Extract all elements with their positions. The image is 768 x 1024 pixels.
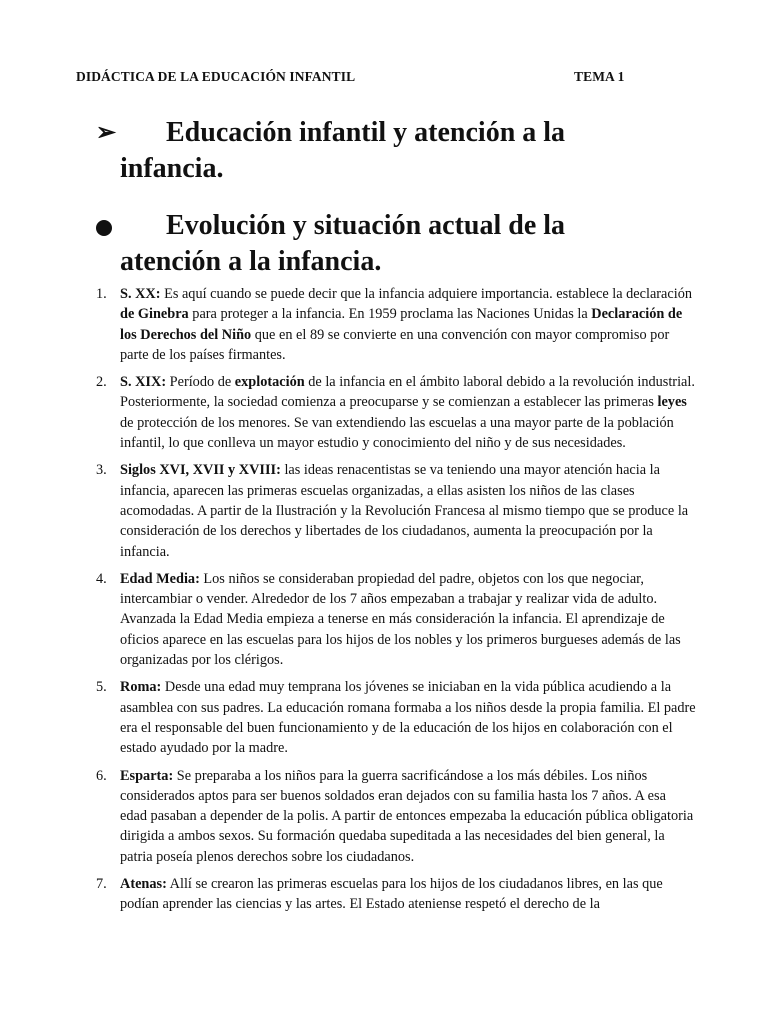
list-item-text: de la infancia en el ámbito laboral debido a la revolución industrial. Posteriormente, la sociedad comienza a preocuparse y se comienzan a establecer las primeras (120, 374, 695, 411)
list-item-text: Es aquí cuando se puede decir que la infancia adquiere importancia. establece la declaración (160, 286, 693, 302)
list-item-text: que en el 89 se convierte en una convención con mayor compromiso por parte de los países firmantes. (120, 326, 670, 363)
list-item (96, 766, 696, 867)
list-item-number: 3. (96, 462, 107, 479)
history-list (96, 284, 696, 922)
list-item-bold-text: Esparta: (120, 767, 174, 784)
list-item-number: 6. (96, 767, 107, 784)
list-item-number: 2. (96, 374, 107, 391)
header-topic-number: TEMA 1 (574, 69, 625, 84)
list-item-bold-text: Roma: (120, 679, 162, 696)
list-item-text: las ideas renacentistas se va teniendo una mayor atención hacia la infancia, aparecen las primeras escuelas organizadas, a ellas asisten los niños de las clases acomodadas. A partir de la Ilustración y la Revolución Francesa al mismo tiempo que se produce la consideración de los derechos y libertades de los ciudadanos, aumenta la preocupación por la infancia. (120, 462, 689, 560)
list-item-text: Se preparaba a los niños para la guerra sacrificándose a los más débiles. Los niños considerados aptos para ser buenos soldados eran dejados con su familia hasta los 7 años. A esa edad pasaban a depender de la polis. A partir de entonces empezaba la educación pública obligatoria dirigida a ambos sexos. Su formación quedaba supeditada a las necesidades del bien general, la patria poseía plenos derechos sobre los ciudadanos. (120, 767, 694, 865)
list-item-bold-text: de Ginebra (120, 306, 189, 323)
list-item-bold-text: Siglos XVI, XVII y XVIII: (120, 462, 281, 479)
list-item-bold-text: leyes (657, 394, 687, 411)
list-item-bold-text: S. XIX: (120, 374, 167, 391)
list-item-text: de protección de los menores. Se van extendiendo las escuelas a una mayor parte de la población infantil, lo que conlleva un mayor estudio y conocimiento del niño y de sus necesidades. (120, 414, 674, 452)
list-item-text: Los niños se consideraban propiedad del padre, objetos con los que negociar, intercambiar o vender. Alrededor de los 7 años empezaban a trabajar y realizar vida de adulto. Avanzada la Edad Media empieza a tenerse en más consideración la infancia. El aprendizaje de oficios aparece en las escuelas para los hijos de los nobles y los primeros burgueses además de las organizadas por los clérigos. (120, 570, 681, 669)
list-item (96, 284, 696, 365)
list-item-bold-text: Declaración de los Derechos del Niño (120, 306, 683, 343)
list-item-bold-text: S. XX: (120, 286, 161, 302)
section-heading-1 (96, 115, 656, 187)
list-item-bold-text: Atenas: (120, 876, 167, 893)
list-item (96, 460, 696, 561)
page-header (76, 69, 768, 87)
section-heading-1-line1: Educación infantil y atención a la (166, 117, 566, 148)
list-item-bold-text: Edad Media: (120, 570, 200, 587)
section-heading-1-line2: infancia. (120, 153, 224, 184)
section-heading-2-line1: Evolución y situación actual de la (166, 210, 566, 241)
list-item-text: para proteger a la infancia. En 1959 proclama las Naciones Unidas la (188, 306, 592, 323)
list-item (96, 372, 696, 453)
list-item-number: 1. (96, 286, 107, 302)
list-item (96, 874, 696, 915)
list-item (96, 677, 696, 758)
arrow-bullet-icon: ➢ (96, 120, 117, 146)
list-item (96, 569, 696, 670)
section-heading-2 (96, 208, 656, 280)
dot-bullet-icon (96, 208, 126, 246)
section-heading-2-line2: atención a la infancia. (120, 246, 382, 277)
list-item-number: 5. (96, 679, 107, 696)
list-item-number: 4. (96, 570, 107, 587)
list-item-number: 7. (96, 876, 107, 893)
header-course-title: DIDÁCTICA DE LA EDUCACIÓN INFANTIL (76, 69, 356, 84)
list-item-text: Período de (166, 374, 235, 391)
list-item-text: Allí se crearon las primeras escuelas para los hijos de los ciudadanos libres, en las que podían aprender las ciencias y las artes. El Estado ateniense respetó el derecho de la (120, 876, 663, 913)
list-item-bold-text: explotación (234, 374, 305, 391)
list-item-text: Desde una edad muy temprana los jóvenes se iniciaban en la vida pública acudiendo a la asamblea con sus padres. La educación romana formaba a los niños desde la propia familia. El padre era el responsable del buen funcionamiento y de la educación de los hijos en colaboración con el estado ayudado por la madre. (120, 679, 696, 757)
